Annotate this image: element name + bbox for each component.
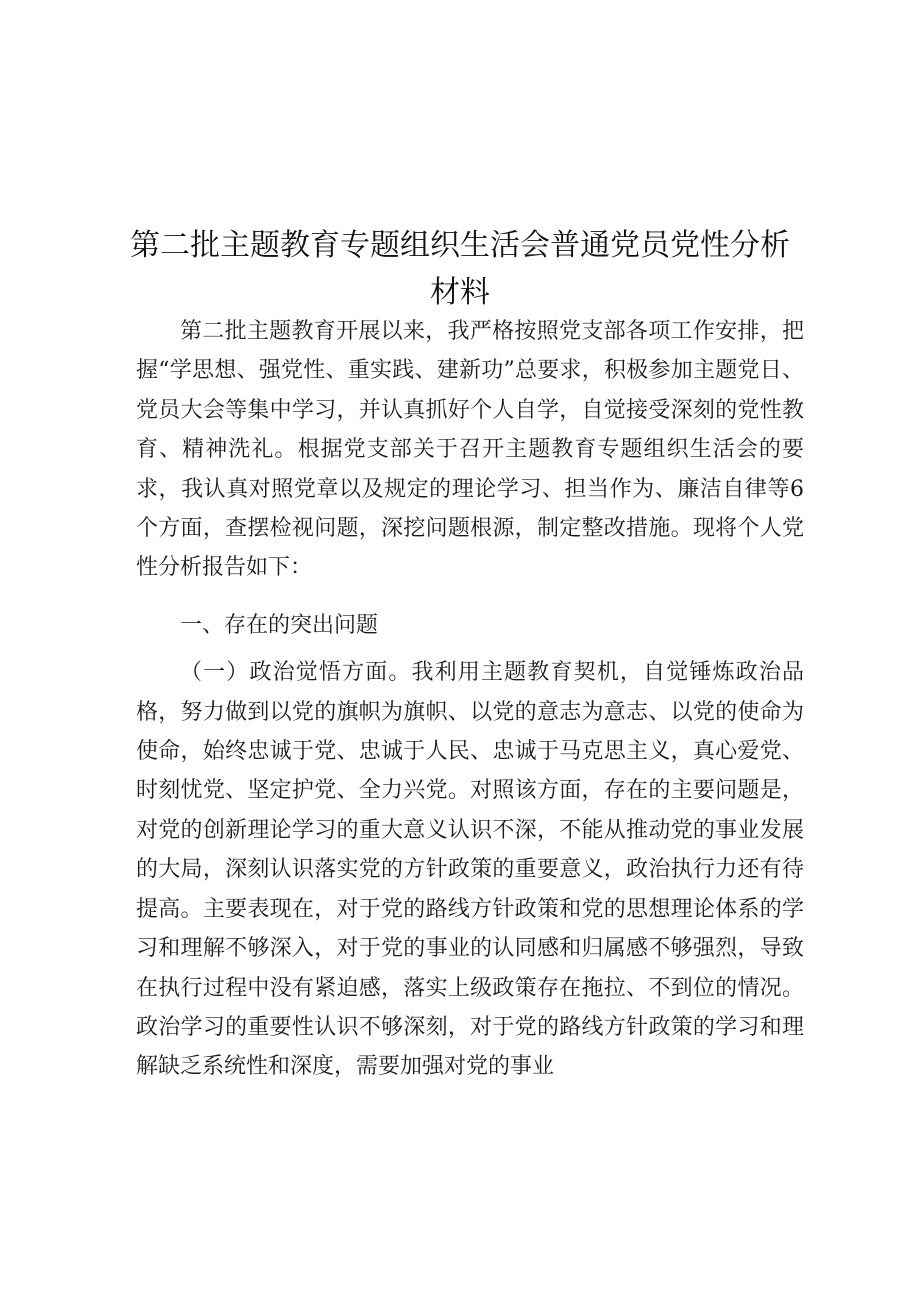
document-title: 第二批主题教育专题组织生活会普通党员党性分析材料	[130, 228, 790, 310]
subsection-paragraph: （一）政治觉悟方面。我利用主题教育契机，自觉锤炼政治品格，努力做到以党的旗帜为旗帜、以党的意志为意志、以党的使命为使命，始终忠诚于党、忠诚于人民、忠诚于马克思主义，真心爱党、时刻忧党、坚定护党、全力兴党。对照该方面，存在的主要问题是，对党的创新理论学习的重大意义认识不深，不能从推动党的事业发展的大局，深刻认识落实党的方针政策的重要意义，政治执行力还有待提高。主要表现在，对于党的路线方针政策和党的思想理论体系的学习和理解不够深入，对于党的事业的认同感和归属感不够强烈，导致在执行过程中没有紧迫感，落实上级政策存在拖拉、不到位的情况。政治学习的重要性认识不够深刻，对于党的路线方针政策的学习和理解缺乏系统性和深度，需要加强对党的事业	[136, 660, 804, 1080]
document-body	[136, 312, 804, 1087]
section-heading: 一、存在的突出问题	[180, 612, 379, 638]
intro-paragraph: 第二批主题教育开展以来，我严格按照党支部各项工作安排，把握“学思想、强党性、重实践、建新功”总要求，积极参加主题党日、党员大会等集中学习，并认真抓好个人自学，自觉接受深刻的党性教育、精神洗礼。根据党支部关于召开主题教育专题组织生活会的要求，我认真对照党章以及规定的理论学习、担当作为、廉洁自律等6个方面，查摆检视问题，深挖问题根源，制定整改措施。现将个人党性分析报告如下：	[136, 319, 804, 581]
